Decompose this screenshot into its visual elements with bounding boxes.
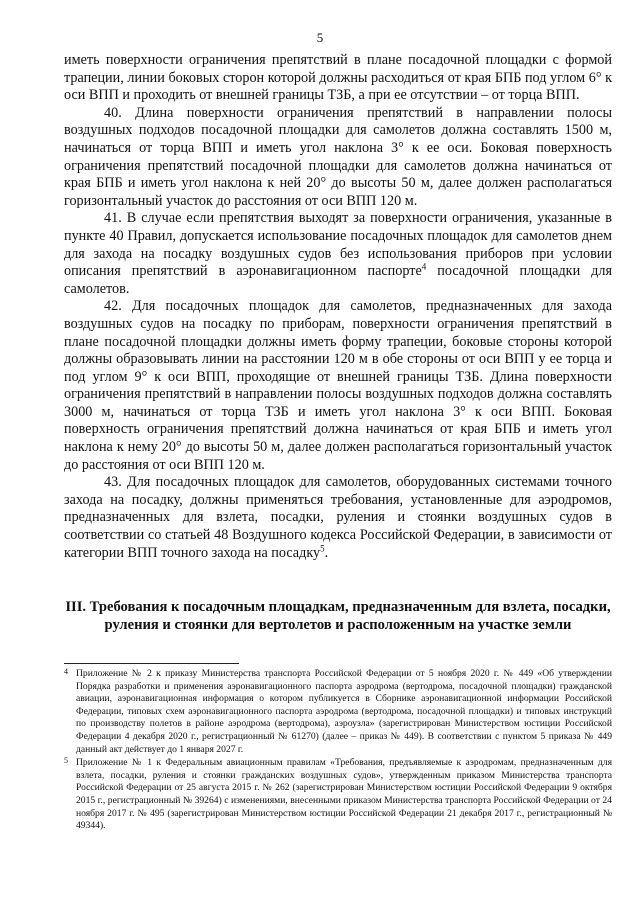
paragraph-41: 41. В случае если препятствия выходят за поверхности ограничения, указанные в пункте 40 Правил, допускается использование посадочных площадок для самолетов днем для захода на посадку воздушных судов без использования приборов при условии описания препятствий в аэронавигационном паспорте$^4$ посадочной площадки для самолетов.: [64, 210, 612, 297]
footnote-divider: [64, 663, 239, 664]
footnote-4: [64, 668, 612, 756]
document-body: [64, 52, 612, 562]
footnote-ref-4: 4: [421, 261, 427, 272]
paragraph-42: 42. Для посадочных площадок для самолетов, предназначенных для захода воздушных судов на посадку по приборам, поверхности ограничения препятствий в плане посадочной площадки должны иметь форму трапеции, боковые стороны которой должны образовывать линии на расстоянии 120 м в обе стороны от оси ВПП у ее торца и под углом 9° к оси ВПП, проходящие от внешней границы ТЗБ. Длина поверхности ограничения препятствий в направлении полосы воздушных подходов должна составлять 3000 м, начинаться от торца ТЗБ и иметь угол наклона 3° к оси ВПП. Боковая поверхность ограничения препятствий должна начинаться от края БПБ и иметь угол наклона к нему 20° до высоты 50 м, далее должен располагаться горизонтальный участок до расстояния от оси ВПП 120 м.: [64, 298, 612, 473]
section-heading: III. Требования к посадочным площадкам, предназначенным для взлета, посадки, руления и стоянки для вертолетов и расположенным на участке земли: [65, 599, 611, 633]
footnote-5: [64, 757, 612, 833]
footnotes: [64, 668, 612, 834]
footnote-text: Приложение № 2 к приказу Министерства транспорта Российской Федерации от 5 ноября 2020 г. № 449 «Об утверждении Порядка разработки и применения аэронавигационного паспорта аэродрома (вертодрома, посадочной площадки) гражданской авиации, аэронавигационная информация о котором публикуется в Сборнике аэронавигационной информации Российской Федерации, типовых схем аэронавигационного паспорта аэродрома (вертодрома, посадочной площадки) и типовых инструкций по производству полетов в районе аэродрома (вертодрома), аэроузла» (зарегистрирован Министерством юстиции Российской Федерации 4 декабря 2020 г., регистрационный № 61270) (далее – приказ № 449). В соответствии с пунктом 5 приказа № 449 данный акт действует до 1 января 2027 г.: [76, 668, 612, 755]
footnote-ref-5: 5: [320, 542, 325, 553]
page-number: 5: [316, 30, 324, 45]
paragraph-43: 43. Для посадочных площадок для самолетов, оборудованных системами точного захода на посадку, должны применяться требования, установленные для аэродромов, предназначенных для взлета, посадки, руления и стоянки воздушных судов в соответствии со статьей 48 Воздушного кодекса Российской Федерации, в зависимости от категории ВПП точного захода на посадку$^5$.: [64, 474, 612, 561]
paragraph-40: 40. Длина поверхности ограничения препятствий в направлении полосы воздушных подходов посадочной площадки для самолетов должна составлять 1500 м, начинаться от торца ВПП и иметь угол наклона 3° к ее оси. Боковая поверхность ограничения препятствий посадочной площадки для самолетов должна начинаться от края БПБ и иметь угол наклона к ней 20° до высоты 50 м, далее должен располагаться горизонтальный участок до расстояния от оси ВПП 120 м.: [64, 104, 612, 209]
footnote-mark: 4: [64, 667, 68, 676]
footnote-text: Приложение № 1 к Федеральным авиационным правилам «Требования, предъявляемые к аэродромам, предназначенным для взлета, посадки, руления и стоянки гражданских воздушных судов», утвержденным приказом Министерства транспорта Российской Федерации от 25 августа 2015 г. № 262 (зарегистрирован Министерством юстиции Российской Федерации 9 октября 2015 г., регистрационный № 39264) с изменениями, внесенными приказом Министерства транспорта Российской Федерации от 24 ноября 2017 г. № 495 (зарегистрирован Министерством юстиции Российской Федерации 21 декабря 2017 г., регистрационный № 49344).: [76, 757, 612, 832]
paragraph-continuation: иметь поверхности ограничения препятствий в плане посадочной площадки с формой трапеции, линии боковых сторон которой должны расходиться от края БПБ под углом 6° к оси ВПП и проходить от внешней границы ТЗБ, а при ее отсутствии – от торца ВПП.: [64, 52, 612, 104]
footnote-mark: 5: [64, 756, 68, 766]
